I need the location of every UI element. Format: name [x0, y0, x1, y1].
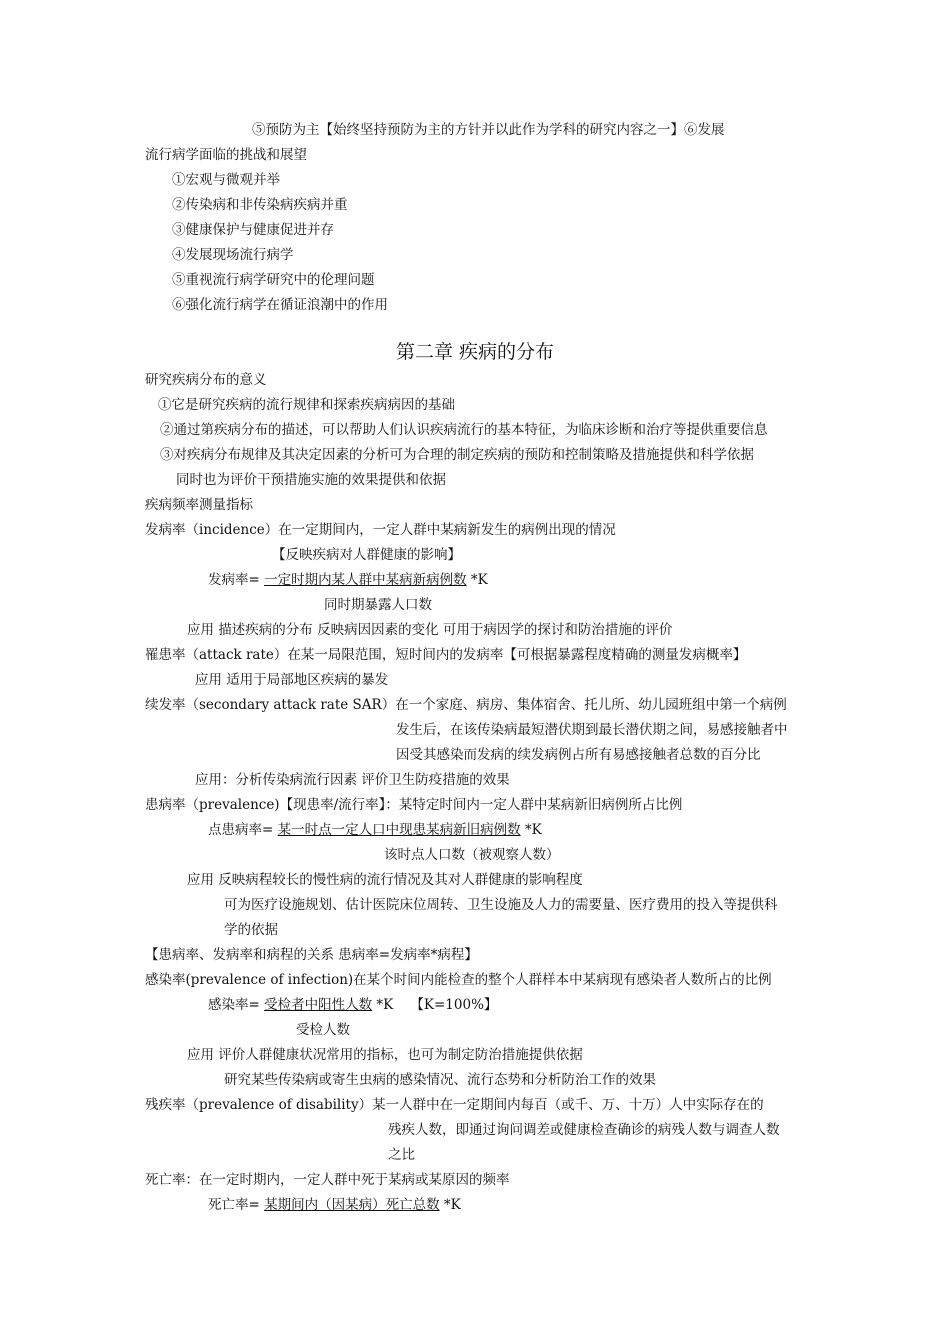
text-line: 研究某些传染病或寄生虫病的感染情况、流行态势和分析防治工作的效果: [224, 1072, 656, 1088]
text-line: 同时也为评价干预措施实施的效果提供和依据: [176, 472, 446, 488]
text-line: 感染率(prevalence of infection)在某个时间内能检查的整个人群样本中某病现有感染者人数所占的比例: [145, 972, 772, 988]
section-heading: 研究疾病分布的意义: [145, 372, 267, 388]
formula-numerator: 某一时点一定人口中现患某病新旧病例数: [277, 822, 521, 838]
list-item: ⑤重视流行病学研究中的伦理问题: [172, 272, 375, 288]
list-item: ①它是研究疾病的流行规律和探索疾病病因的基础: [158, 397, 455, 413]
text-line: 应用：分析传染病流行因素 评价卫生防疫措施的效果: [195, 772, 510, 788]
formula-point-prevalence: [208, 821, 542, 839]
section-heading: 流行病学面临的挑战和展望: [145, 147, 307, 163]
text-line: 应用 反映病程较长的慢性病的流行情况及其对人群健康的影响程度: [187, 872, 583, 888]
text-line: 之比: [388, 1147, 415, 1163]
text-line: 【反映疾病对人群健康的影响】: [272, 547, 461, 563]
text-line: 应用 评价人群健康状况常用的指标，也可为制定防治措施提供依据: [187, 1047, 583, 1063]
formula-incidence: [208, 571, 488, 589]
text-line: 续发率（secondary attack rate SAR）在一个家庭、病房、集体宿舍、托儿所、幼儿园班组中第一个病例: [145, 697, 787, 713]
formula-label: 发病率=: [208, 572, 260, 588]
formula-numerator: 一定时期内某人群中某病新病例数: [264, 572, 467, 588]
formula-denominator: 该时点人口数（被观察人数）: [384, 847, 560, 863]
text-line: 应用 描述疾病的分布 反映病因因素的变化 可用于病因学的探讨和防治措施的评价: [187, 622, 673, 638]
formula-tail: *K 【K=100%】: [376, 997, 498, 1013]
text-line: 罹患率（attack rate）在某一局限范围，短时间内的发病率【可根据暴露程度精确的测量发病概率】: [145, 647, 747, 663]
formula-label: 点患病率=: [208, 822, 274, 838]
section-heading: 疾病频率测量指标: [145, 497, 253, 513]
formula-numerator: 某期间内（因某病）死亡总数: [264, 1197, 440, 1213]
text-line: 发病率（incidence）在一定期间内，一定人群中某病新发生的病例出现的情况: [145, 522, 616, 538]
text-line: 残疾人数，即通过询问调差或健康检查确诊的病残人数与调查人数: [388, 1122, 780, 1138]
formula-tail: *K: [524, 822, 542, 838]
chapter-title: 第二章 疾病的分布: [396, 341, 555, 363]
text-line: 学的依据: [224, 922, 278, 938]
formula-numerator: 受检者中阳性人数: [264, 997, 373, 1013]
formula-label: 死亡率=: [208, 1197, 260, 1213]
text-line: 死亡率：在一定时期内，一定人群中死于某病或某原因的频率: [145, 1172, 510, 1188]
formula-denominator: 受检人数: [296, 1022, 350, 1038]
text-line: 【患病率、发病率和病程的关系 患病率=发病率*病程】: [145, 947, 478, 963]
formula-label: 感染率=: [208, 997, 260, 1013]
text-line: ⑤预防为主【始终坚持预防为主的方针并以此作为学科的研究内容之一】⑥发展: [252, 122, 725, 138]
formula-mortality: [208, 1196, 461, 1214]
formula-tail: *K: [443, 1197, 461, 1213]
text-line: 发生后，在该传染病最短潜伏期到最长潜伏期之间，易感接触者中: [396, 722, 788, 738]
text-line: 应用 适用于局部地区疾病的暴发: [195, 672, 389, 688]
formula-infection: [208, 996, 497, 1014]
text-line: 患病率（prevalence)【现患率/流行率】：某特定时间内一定人群中某病新旧病例所占比例: [145, 797, 683, 813]
list-item: ③对疾病分布规律及其决定因素的分析可为合理的制定疾病的预防和控制策略及措施提供和科学依据: [160, 447, 754, 463]
list-item: ②通过第疾病分布的描述，可以帮助人们认识疾病流行的基本特征，为临床诊断和治疗等提供重要信息: [160, 422, 768, 438]
text-line: 残疾率（prevalence of disability）某一人群中在一定期间内每百（或千、万、十万）人中实际存在的: [145, 1097, 764, 1113]
formula-denominator: 同时期暴露人口数: [324, 597, 432, 613]
list-item: ⑥强化流行病学在循证浪潮中的作用: [172, 297, 388, 313]
list-item: ②传染病和非传染病疾病并重: [172, 197, 348, 213]
list-item: ④发展现场流行病学: [172, 247, 294, 263]
text-line: 可为医疗设施规划、估计医院床位周转、卫生设施及人力的需要量、医疗费用的投入等提供科: [224, 897, 778, 913]
list-item: ③健康保护与健康促进并存: [172, 222, 334, 238]
formula-tail: *K: [470, 572, 488, 588]
text-line: 因受其感染而发病的续发病例占所有易感接触者总数的百分比: [396, 747, 761, 763]
list-item: ①宏观与微观并举: [172, 172, 280, 188]
